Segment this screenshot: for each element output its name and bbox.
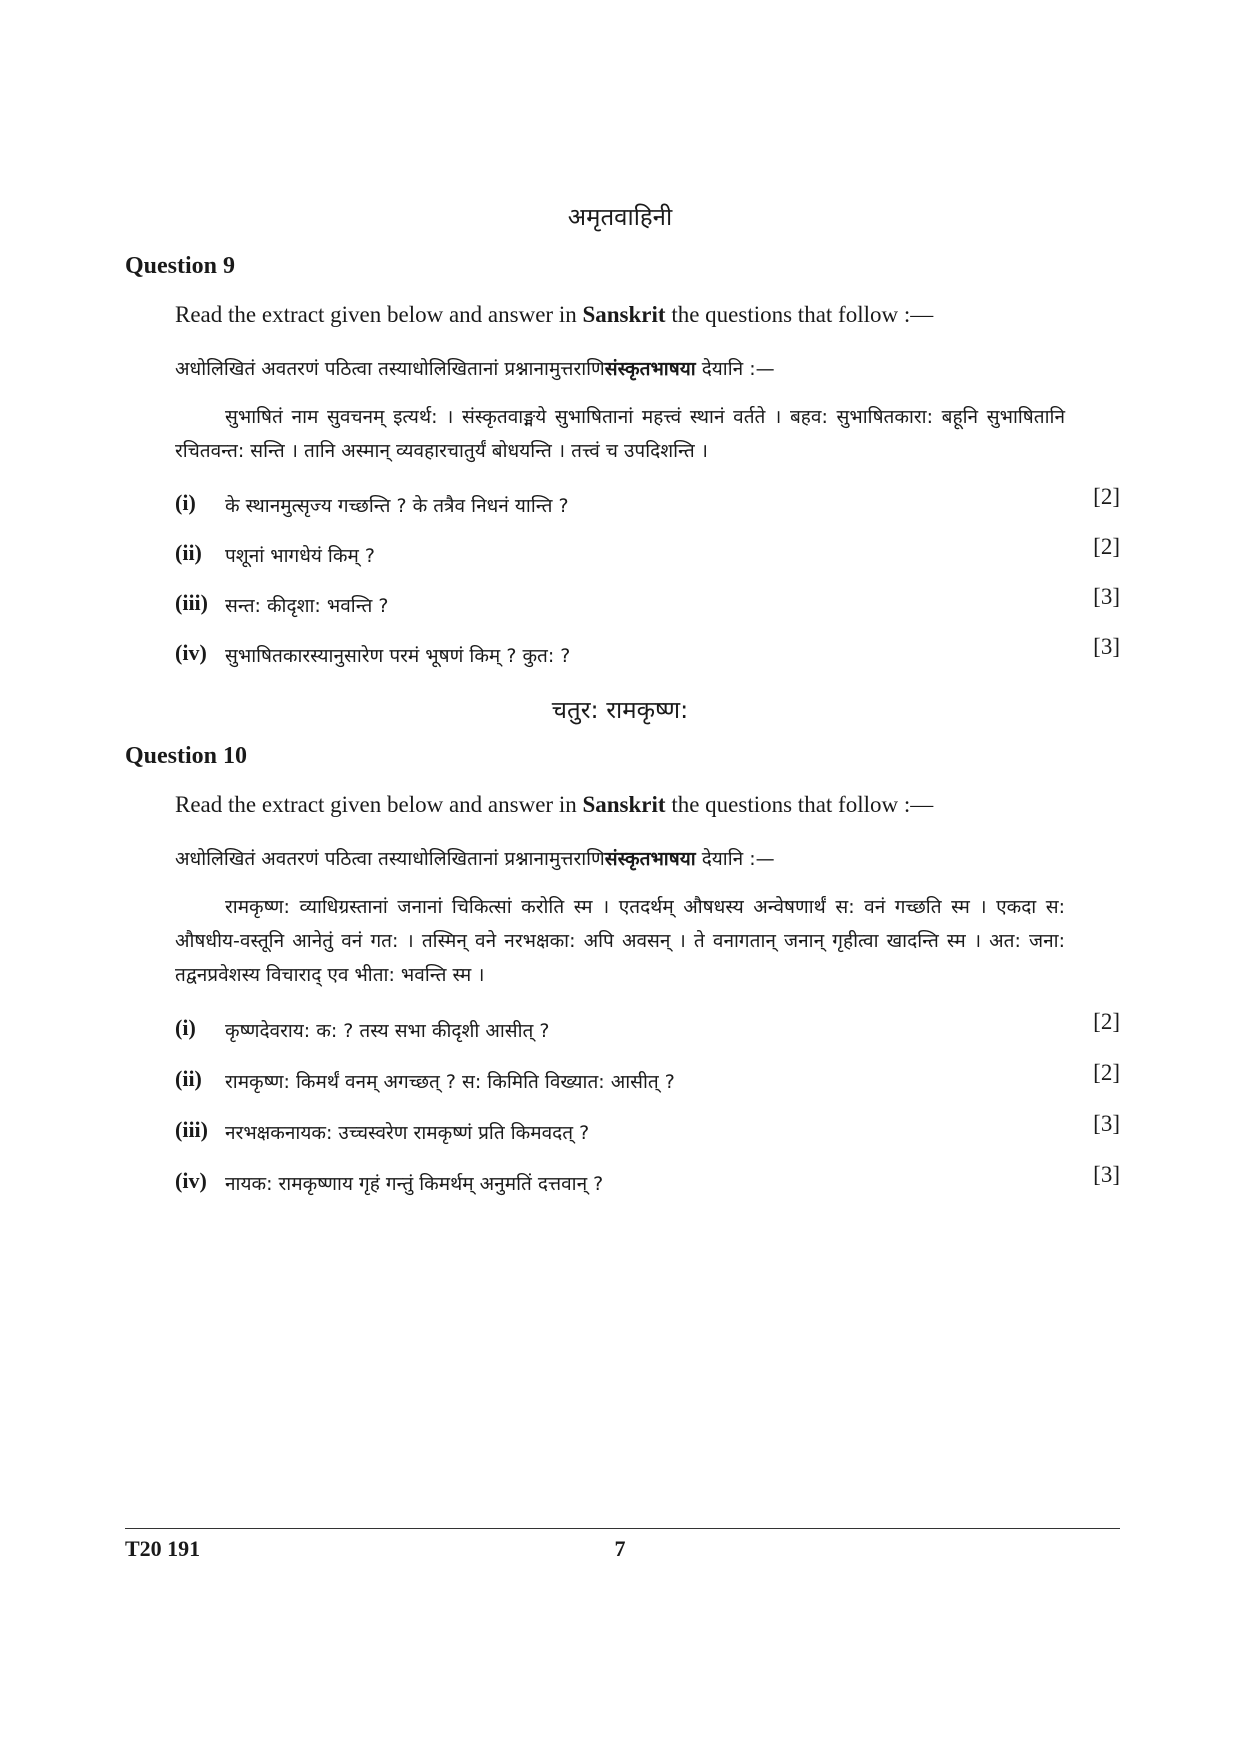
question-item	[175, 634, 1120, 674]
instruction-text: अधोलिखितं अवतरणं पठित्वा तस्याधोलिखितानां प्रश्नानामुत्तराणि	[175, 358, 605, 380]
instruction-text: Read the extract given below and answer in	[175, 302, 583, 327]
extract-passage: रामकृष्ण: व्याधिग्रस्तानां जनानां चिकित्सां करोति स्म । एतदर्थम् औषधस्य अन्वेषणार्थं स: वनं गच्छति स्म । एकदा स: औषधीय-वस्तूनि आनेतुं वनं गत: । तस्मिन् वने नरभक्षका: अपि अवसन् । ते वनागतान् जनान् गृहीत्वा खादन्ति स्म । अत: जना: तद्वनप्रवेशस्य विचाराद् एव भीता: भवन्ति स्म ।	[175, 896, 1065, 986]
instruction-text: देयानि :—	[695, 848, 775, 870]
item-number: (iv)	[175, 1168, 207, 1193]
extract-passage: सुभाषितं नाम सुवचनम् इत्यर्थ: । संस्कृतवाङ्मये सुभाषितानां महत्त्वं स्थानं वर्तते । बहव: सुभाषितकारा: बहूनि सुभाषितानि रचितवन्त: सन्ति । तानि अस्मान् व्यवहारचातुर्यं बोधयन्ति । तत्त्वं च उपदिशन्ति ।	[175, 406, 1065, 462]
question-item	[175, 484, 1120, 524]
item-text: पशूनां भागधेयं किम् ?	[225, 545, 375, 567]
instruction-text: देयानि :—	[695, 358, 775, 380]
item-number: (ii)	[175, 1066, 202, 1091]
question-title: Question 10	[125, 743, 248, 769]
item-text: सुभाषितकारस्यानुसारेण परमं भूषणं किम् ? कुत: ?	[225, 645, 571, 667]
item-marks: [3]	[1093, 634, 1120, 659]
item-number: (iv)	[175, 640, 207, 665]
item-marks: [2]	[1093, 534, 1120, 559]
question-item	[175, 1060, 1120, 1100]
item-number: (ii)	[175, 540, 202, 565]
item-marks: [3]	[1093, 1111, 1120, 1136]
item-text: के स्थानमुत्सृज्य गच्छन्ति ? के तत्रैव निधनं यान्ति ?	[225, 495, 569, 517]
instruction-bold-text: Sanskrit	[582, 792, 666, 817]
instruction-text: Read the extract given below and answer in	[175, 792, 583, 817]
instruction-bold-text: Sanskrit	[582, 302, 666, 327]
section-heading: चतुर: रामकृष्ण:	[551, 696, 689, 724]
item-number: (iii)	[175, 590, 208, 615]
instruction-bold-text: संस्कृतभाषया	[604, 848, 696, 870]
question-item	[175, 1009, 1120, 1049]
item-number: (iii)	[175, 1117, 208, 1142]
item-text: नायक: रामकृष्णाय गृहं गन्तुं किमर्थम् अनुमतिं दत्तवान् ?	[225, 1173, 604, 1195]
item-marks: [2]	[1093, 484, 1120, 509]
question-item	[175, 1162, 1120, 1202]
section-heading: अमृतवाहिनी	[567, 203, 673, 231]
item-marks: [2]	[1093, 1060, 1120, 1085]
item-marks: [3]	[1093, 1162, 1120, 1187]
item-text: नरभक्षकनायक: उच्चस्वरेण रामकृष्णं प्रति किमवदत् ?	[225, 1122, 590, 1144]
page-number: 7	[614, 1536, 626, 1561]
item-marks: [3]	[1093, 584, 1120, 609]
paper-code: T20 191	[125, 1536, 201, 1561]
instruction-text: अधोलिखितं अवतरणं पठित्वा तस्याधोलिखितानां प्रश्नानामुत्तराणि	[175, 848, 605, 870]
question-title: Question 9	[125, 253, 236, 279]
instruction-text: the questions that follow :—	[665, 792, 934, 817]
instruction-bold-text: संस्कृतभाषया	[604, 358, 696, 380]
question-item	[175, 584, 1120, 624]
item-text: रामकृष्ण: किमर्थं वनम् अगच्छत् ? स: किमिति विख्यात: आसीत् ?	[225, 1071, 675, 1093]
item-number: (i)	[175, 490, 196, 515]
item-text: सन्त: कीदृशा: भवन्ति ?	[225, 595, 389, 617]
item-marks: [2]	[1093, 1009, 1120, 1034]
question-item	[175, 1111, 1120, 1151]
item-number: (i)	[175, 1015, 196, 1040]
footer-divider	[125, 1528, 1120, 1529]
instruction-sanskrit	[175, 845, 775, 871]
instruction-english	[175, 792, 933, 818]
question-item	[175, 534, 1120, 574]
instruction-sanskrit	[175, 355, 775, 381]
instruction-english	[175, 302, 933, 328]
item-text: कृष्णदेवराय: क: ? तस्य सभा कीदृशी आसीत् ?	[225, 1020, 550, 1042]
instruction-text: the questions that follow :—	[665, 302, 934, 327]
